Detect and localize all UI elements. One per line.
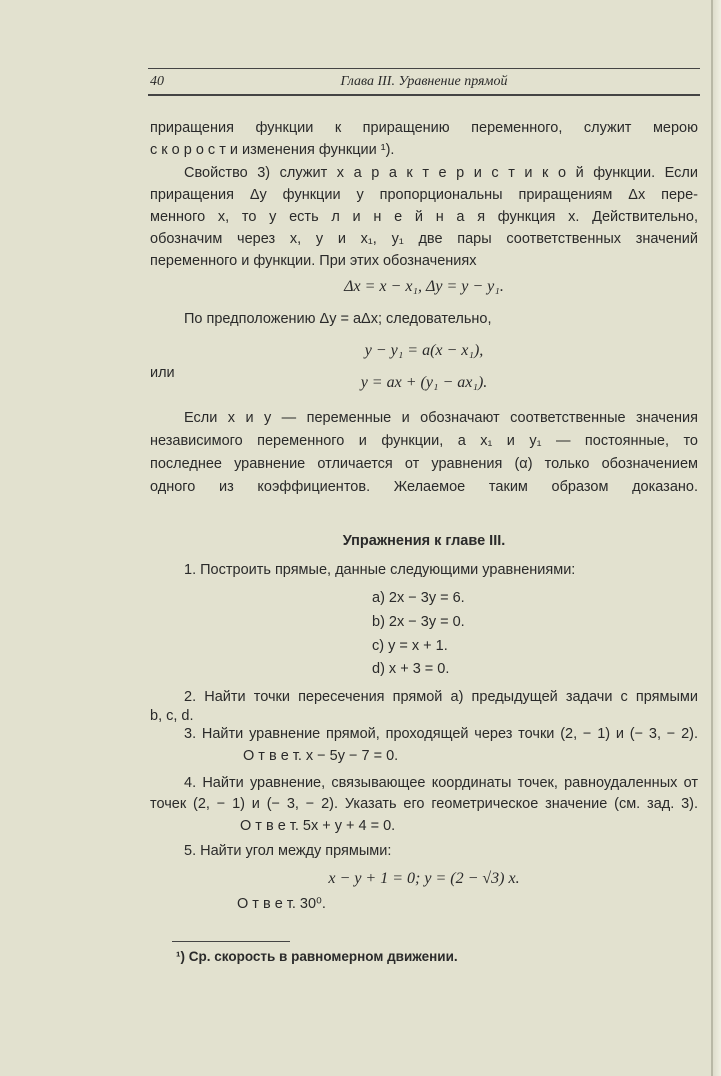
- exercise-3: 3. Найти уравнение прямой, проходящей через точки (2, − 1) и (− 3, − 2).: [184, 726, 698, 742]
- exercise-5-answer: О т в е т. 30⁰.: [237, 896, 326, 912]
- text-line: независимого переменного и функции, а x₁ и y₁ — постоянные, то: [150, 433, 698, 449]
- header-rule-bottom: [148, 94, 700, 96]
- footnote-rule: [172, 941, 290, 942]
- text-line: Свойство 3) служит х а р а к т е р и с т и к о й функции. Если: [184, 165, 698, 181]
- page-number: 40: [150, 74, 164, 89]
- footnote: ¹) Ср. скорость в равномерном движении.: [176, 949, 458, 964]
- exercise-2-cont: b, c, d.: [150, 708, 194, 724]
- equation: y − y₁ = a(x − x₁),: [364, 342, 484, 359]
- exercise-5: 5. Найти угол между прямыми:: [184, 843, 392, 859]
- equation: Δx = x − x₁, Δy = y − y₁.: [344, 278, 504, 295]
- exercise-4: 4. Найти уравнение, связывающее координаты точек, равноудаленных от: [184, 775, 698, 791]
- header-rule-top: [148, 68, 700, 69]
- text-line: приращения функции к приращению переменного, служит мерою: [150, 120, 698, 136]
- text-line: обозначим через x, y и x₁, y₁ две пары соответственных значений: [150, 231, 698, 247]
- exercise-4-answer: О т в е т. 5x + y + 4 = 0.: [240, 818, 396, 834]
- exercise-1-item: b) 2x − 3y = 0.: [372, 614, 465, 630]
- text-line: одного из коэффициентов. Желаемое таким образом доказано.: [150, 479, 698, 495]
- text-line: или: [150, 365, 175, 381]
- exercise-1-item: d) x + 3 = 0.: [372, 661, 450, 677]
- exercise-1-item: c) y = x + 1.: [372, 638, 448, 654]
- exercises-heading: Упражнения к главе III.: [342, 533, 506, 549]
- equation: y = ax + (y₁ − ax₁).: [360, 374, 488, 391]
- text-line: менного x, то y есть л и н е й н а я функция x. Действительно,: [150, 209, 698, 225]
- text-line: По предположению Δy = aΔx; следовательно,: [184, 311, 492, 327]
- exercise-3-answer: О т в е т. x − 5y − 7 = 0.: [243, 748, 399, 764]
- text-line: Если x и y — переменные и обозначают соответственные значения: [184, 410, 698, 426]
- exercise-4-cont: точек (2, − 1) и (− 3, − 2). Указать его геометрическое значение (см. зад. 3).: [150, 796, 698, 812]
- exercise-2: 2. Найти точки пересечения прямой a) предыдущей задачи с прямыми: [184, 689, 698, 705]
- exercise-1: 1. Построить прямые, данные следующими уравнениями:: [184, 562, 576, 578]
- text-line: с к о р о с т и изменения функции ¹).: [150, 142, 395, 158]
- page-edge-line: [711, 0, 713, 1076]
- text-line: переменного и функции. При этих обозначениях: [150, 253, 477, 269]
- running-title: Глава III. Уравнение прямой: [340, 74, 508, 89]
- exercise-1-item: a) 2x − 3y = 6.: [372, 590, 465, 606]
- text-line: последнее уравнение отличается от уравнения (α) только обозначением: [150, 456, 698, 472]
- text-line: приращения Δy функции y пропорциональны приращениям Δx пере-: [150, 187, 698, 203]
- exercise-5-equation: x − y + 1 = 0; y = (2 − √3) x.: [328, 870, 520, 887]
